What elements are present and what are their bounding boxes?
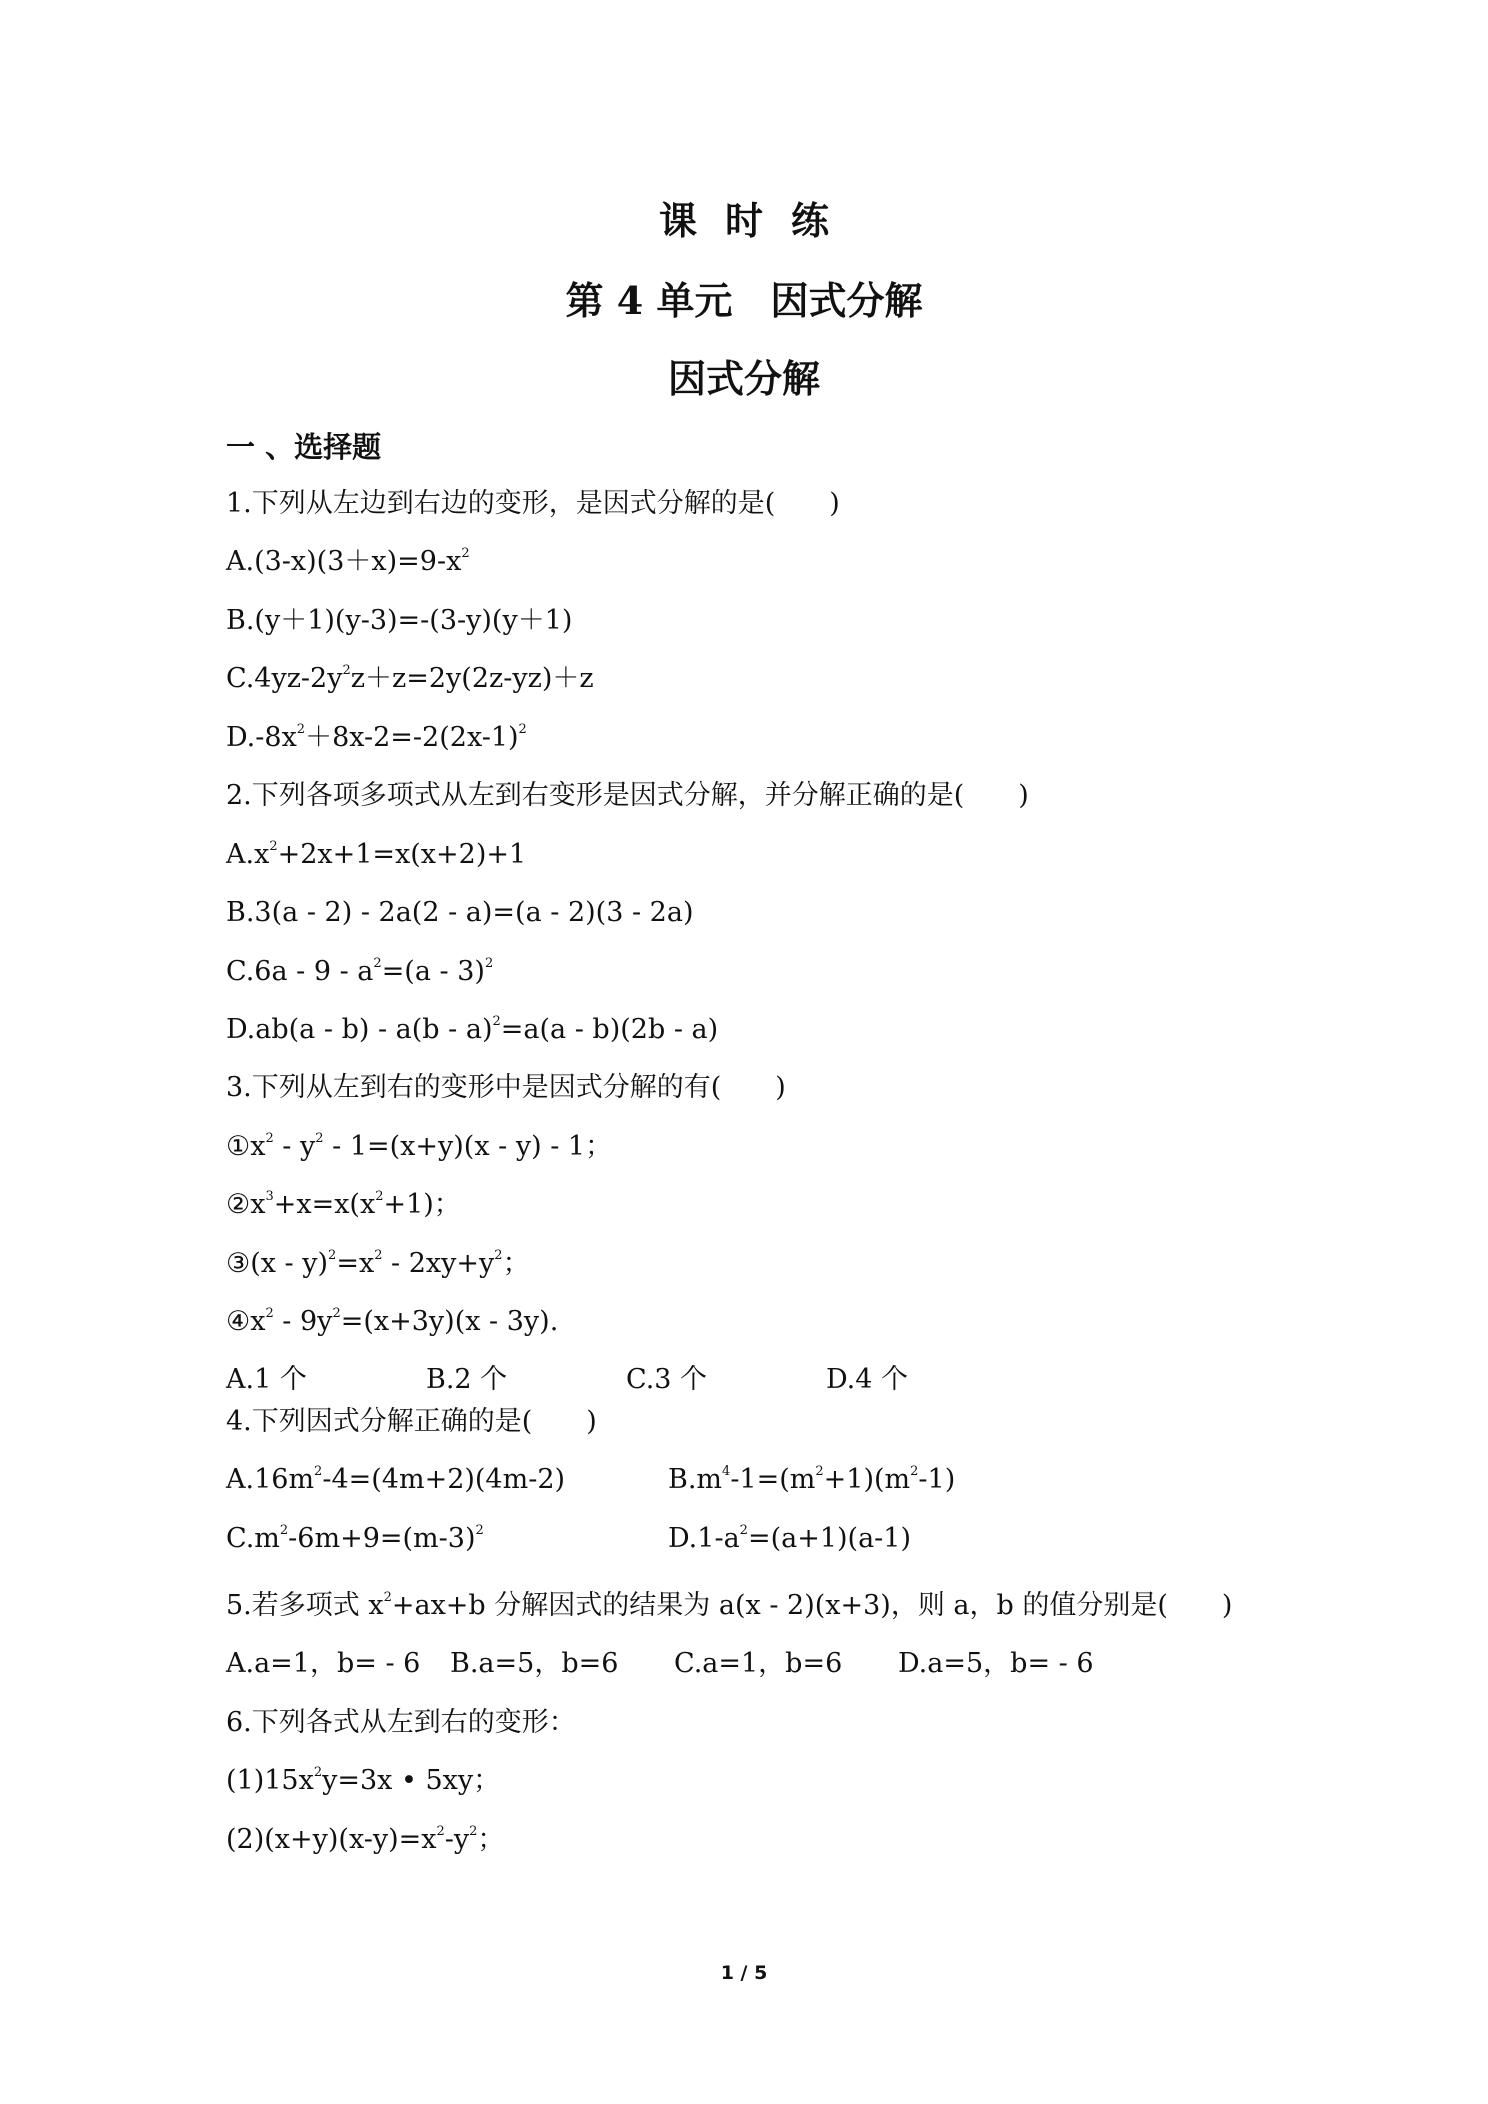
q3-item-2: $②x^3+x=x(x^2+1)$； <box>226 1189 461 1220</box>
q5-options <box>226 1646 1094 1682</box>
q1-option-c: $C.4yz-2y^2z+z=2y(2z-yz)+z$ <box>226 663 594 694</box>
lesson-title: 因式分解 <box>667 356 820 401</box>
q3-option-c: C.3 个 <box>626 1364 708 1395</box>
q4-option-c: $C.m^2-6m+9=(m-3)^2$ <box>226 1523 484 1554</box>
q1-option-b: B.(y＋1)(y-3)=-(3-y)(y＋1) <box>226 605 573 636</box>
page-number: 1 / 5 <box>720 1962 768 1984</box>
q4-option-a: $A.16m^2-4=(4m+2)(4m-2)$ <box>226 1464 566 1495</box>
q3-options <box>226 1362 908 1398</box>
q1-option-a: $A.(3-x)(3+x)=9-x^2$ <box>226 546 470 577</box>
q3-stem: 3.下列从左到右的变形中是因式分解的有( ) <box>226 1072 786 1103</box>
q2-option-d: D.ab(a - b) - a(b - a)$^2$=a(a - b)(2b - a) <box>226 1014 719 1045</box>
q5-option-b: B.a=5，b=6 <box>450 1648 619 1679</box>
q5-stem: 5.若多项式 $x^2+ax+b$ 分解因式的结果为 a(x - 2)(x+3)，则 a，b 的值分别是( ) <box>226 1590 1233 1621</box>
q5-option-d: D.a=5，b= - 6 <box>898 1648 1094 1679</box>
unit-title: 第 4 单元 因式分解 <box>565 278 923 323</box>
q3-option-a: A.1 个 <box>226 1364 307 1395</box>
q5-option-c: C.a=1，b=6 <box>674 1648 843 1679</box>
q1-stem: 1.下列从左边到右边的变形，是因式分解的是( ) <box>226 488 840 519</box>
q3-item-4: $④x^2 - 9y^2=(x+3y)(x - 3y)$. <box>226 1306 559 1337</box>
q2-stem: 2.下列各项多项式从左到右变形是因式分解，并分解正确的是( ) <box>226 780 1029 811</box>
section-heading: 一 、选择题 <box>226 430 382 464</box>
q3-option-b: B.2 个 <box>426 1364 508 1395</box>
q1-option-d: $D.-8x^2+8x-2=-2(2x-1)^2$ <box>226 722 527 753</box>
q4-option-d: $D.1-a^2=(a+1)(a-1)$ <box>668 1523 912 1554</box>
q6-item-2: $(2)(x+y)(x-y)=x^2-y^2$； <box>226 1824 505 1855</box>
q2-option-c: $C.6a - 9 - a^2=(a - 3)^2$ <box>226 956 494 987</box>
q3-option-d: D.4 个 <box>826 1364 909 1395</box>
doc-title: 课时练 <box>658 198 857 243</box>
q3-item-1: $①x^2 - y^2 - 1=(x+y)(x - y) - 1$； <box>226 1131 613 1162</box>
q2-option-a: $A.x^2+2x+1=x(x+2)+1$ <box>226 839 527 870</box>
q4-option-b: $B.m^4-1=(m^2+1)(m^2-1)$ <box>668 1464 956 1495</box>
q6-item-1: $(1)15x^2y=3x$ • 5xy； <box>226 1765 501 1796</box>
q6-stem: 6.下列各式从左到右的变形： <box>226 1707 576 1738</box>
q4-stem: 4.下列因式分解正确的是( ) <box>226 1406 597 1437</box>
q2-option-b: B.3(a - 2) - 2a(2 - a)=(a - 2)(3 - 2a) <box>226 897 694 928</box>
q3-item-3: ③(x - $y)^2=x^2 - 2xy+y^2$； <box>226 1248 530 1279</box>
q5-option-a: A.a=1，b= - 6 <box>226 1648 421 1679</box>
